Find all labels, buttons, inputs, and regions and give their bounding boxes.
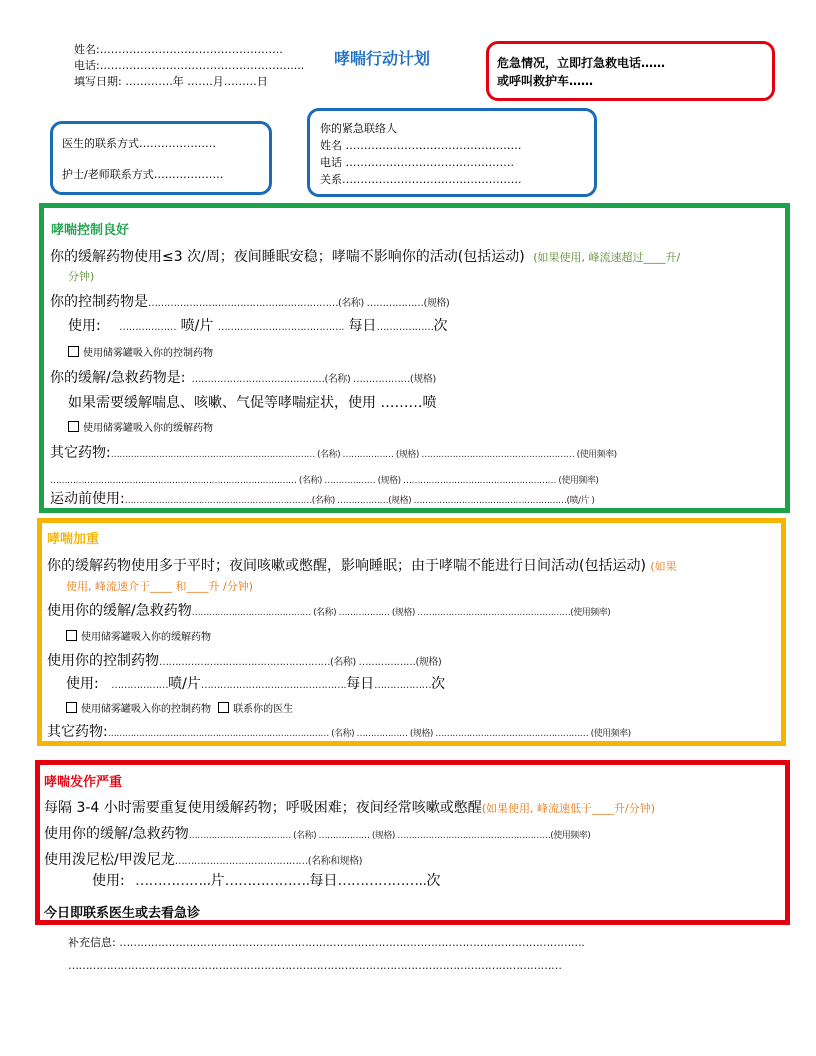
red-zone-title: 哮喘发作严重 [44,775,123,790]
red-desc-note: (如果使用, 峰流速低于____升/分钟) [481,802,656,815]
red-use-daily: 每日 [309,873,338,889]
green-other-row-2[interactable]: …………………………………………………………………………… (名称) ……………… (规格) ……………………………………………… (使用频率) [50,476,599,486]
checkbox[interactable] [66,630,77,641]
emergency-contact-phone[interactable]: 电话 ………………………………………. [320,156,514,169]
green-other-dots: ……………………………………………………………… (名称) ……………… (规格) ……………………………………………… (使用频率) [110,450,617,460]
green-desc-note-2: 分钟) [68,270,95,283]
extra-info-row[interactable] [68,935,584,950]
red-use-tab: 片 [210,873,225,889]
red-reliever-dots: ……………………………… (名称) ……………… (规格) ………………………………………………(使用频率) [188,831,591,841]
green-use-row[interactable] [68,317,447,335]
emergency-contact-title: 你的紧急联络人 [320,122,397,135]
green-use-daily: 每日 [348,318,377,334]
yellow-spacer-reliever-label: 使用储雾罐吸入你的缓解药物 [81,632,211,643]
yellow-control-label: 使用你的控制药物 [47,653,159,669]
green-exercise-dots: …………………………………………………………(名称) ………………(规格) ………………………………………………(喷/片 ) [124,496,595,506]
nurse-contact-field[interactable]: 护士/老师联系方式………………. [62,168,224,181]
date-value: ………….年 …….月………日 [125,75,268,88]
emergency-box [486,41,775,101]
yellow-use-puff: 喷/片 [168,676,201,692]
green-zone-desc [50,248,680,267]
yellow-use-label: 使用: [66,676,99,692]
green-spacer-control[interactable] [68,346,213,361]
checkbox[interactable] [218,702,229,713]
green-use-b: …………………………………. [217,322,344,333]
name-line: 姓名:………………………………………….. [74,43,283,56]
green-control-row[interactable] [50,293,449,311]
green-use-a: ……………… [119,322,177,333]
phone-field[interactable] [74,58,304,73]
emergency-contact-name[interactable]: 姓名 ………………………………………… [320,139,522,152]
green-use-puff: 喷/片 [180,318,214,334]
yellow-use-b: ………………………………………. [200,680,347,691]
yellow-zone-desc [47,557,677,576]
yellow-zone-title: 哮喘加重 [47,532,100,547]
yellow-use-daily: 每日 [346,676,375,692]
yellow-use-row[interactable] [66,675,445,693]
emergency-line-1: 危急情况，立即打急救电话…… [497,56,666,70]
date-field[interactable] [74,74,268,89]
yellow-contact-doctor: 联系你的医生 [233,704,294,715]
green-control-dots: ……………………………………………………(名称) ………………(规格) [148,298,450,309]
doctor-contact-field[interactable]: 医生的联系方式………………… [62,137,216,150]
green-reliever-row[interactable] [50,369,436,387]
red-use-times: 次 [426,873,441,889]
yellow-desc-text: 你的缓解药物使用多于平时；夜间咳嗽或憋醒，影响睡眠；由于哮喘不能进行日间活动(包括运动) [47,558,646,574]
yellow-reliever-label: 使用你的缓解/急救药物 [47,603,192,619]
yellow-use-c: ……………… [374,680,432,691]
emergency-contact-box [307,108,597,197]
yellow-spacer-control-row[interactable] [66,702,293,717]
green-other-label: 其它药物: [50,445,111,461]
extra-info-label: 补充信息: [68,936,116,949]
emergency-line-2: 或呼叫救护车…… [497,74,594,88]
red-pred-label: 使用泼尼松/甲泼尼龙 [44,852,175,868]
yellow-control-row[interactable] [47,652,441,670]
green-exercise-label: 运动前使用: [50,491,125,507]
checkbox[interactable] [68,421,79,432]
yellow-spacer-control-label: 使用储雾罐吸入你的控制药物 [81,704,211,715]
yellow-reliever-dots: …………………………………… (名称) ……………… (规格) ………………………………………………(使用频率) [191,608,611,618]
green-reliever-label: 你的缓解/急救药物是: [50,370,186,386]
green-spacer-reliever-label: 使用储雾罐吸入你的缓解药物 [83,423,213,434]
extra-info-dots-1: ……………………………………………………………………………………………………………………. [119,936,585,949]
green-use-label: 使用: [68,318,101,334]
red-zone-desc [44,799,655,818]
green-exercise-row[interactable] [50,490,594,510]
red-pred-dots: ……………………………………(名称和规格) [174,856,363,867]
red-use-b: ………………. [224,873,310,889]
red-pred-row[interactable] [44,851,362,869]
green-spacer-control-label: 使用储雾罐吸入你的控制药物 [83,348,213,359]
green-zone-title: 哮喘控制良好 [51,223,130,238]
green-spacer-reliever[interactable] [68,421,213,436]
name-field[interactable] [74,42,283,57]
green-control-label: 你的控制药物是 [50,294,148,310]
phone-line: 电话:……………………………………………..... [74,59,305,72]
page-title: 哮喘行动计划 [334,49,431,68]
yellow-use-a: ……………… [111,680,169,691]
green-use-c: ……………… [376,322,434,333]
green-reliever-dots: ……………………………………(名称) ………………(规格) [191,374,436,385]
red-use-label: 使用: [92,873,125,889]
green-reliever-usage[interactable]: 如果需要缓解喘息、咳嗽、气促等哮喘症状，使用 ………喷 [68,395,437,411]
checkbox[interactable] [66,702,77,713]
green-use-times: 次 [433,318,448,334]
green-other-row[interactable] [50,444,617,464]
yellow-reliever-row[interactable] [47,602,610,622]
red-reliever-row[interactable] [44,825,590,845]
green-desc-text: 你的缓解药物使用≤3 次/周；夜间睡眠安稳；哮喘不影响你的活动(包括运动) [50,249,525,265]
yellow-other-row[interactable] [47,723,631,743]
yellow-desc-note-2: 使用, 峰流速介于____ 和____升 /分钟) [66,580,253,593]
red-urgent-text: 今日即联系医生或去看急诊 [44,906,201,921]
yellow-desc-note: (如果 [650,560,677,573]
red-use-a: …………….. [135,873,211,889]
yellow-control-dots: ………………………………………………(名称) ………………(规格) [159,657,442,668]
yellow-other-dots: …………………………………………………………………… (名称) ……………… (规格) ……………………………………………… (使用频率) [107,729,631,739]
emergency-contact-relation[interactable]: 关系…………………………………………. [320,173,522,186]
extra-info-row-2[interactable]: …………………………………………………………………………………………………………………………… [68,959,562,972]
date-label: 填写日期: [74,75,122,88]
checkbox[interactable] [68,346,79,357]
red-reliever-label: 使用你的缓解/急救药物 [44,826,189,842]
yellow-other-label: 其它药物: [47,724,108,740]
green-desc-note: (如果使用, 峰流速超过____升/ [533,251,681,264]
yellow-use-times: 次 [431,676,446,692]
yellow-spacer-reliever[interactable] [66,630,211,645]
red-use-c: ……………….. [337,873,427,889]
doctor-contact-box [50,121,272,195]
red-desc-text: 每隔 3-4 小时需要重复使用缓解药物；呼吸困难；夜间经常咳嗽或憋醒 [44,800,482,816]
red-use-row[interactable] [92,872,440,890]
